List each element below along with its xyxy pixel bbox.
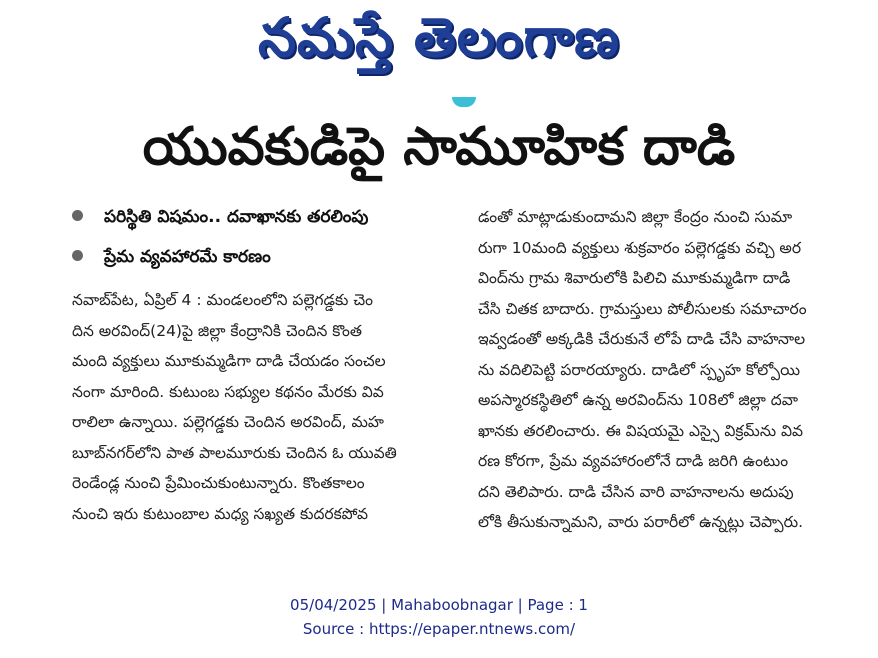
edition-info: 05/04/2025 | Mahaboobnagar | Page : 1 xyxy=(290,596,588,614)
text-line: దిన అరవింద్(24)పై జిల్లా కేంద్రానికి చెందిన కొంత xyxy=(72,321,362,340)
text-line: నవాబ్‌పేట, ఏప్రిల్ 4 : మండలంలోని పల్లెగడ్డకు చెం xyxy=(72,291,373,309)
bullet-dot-icon xyxy=(72,210,83,221)
text-line: అపస్మారకస్థితిలో ఉన్న అరవింద్‌ను 108లో జిల్లా దవా xyxy=(478,391,798,409)
newspaper-masthead: నమస్తే తెలంగాణ xyxy=(258,6,620,69)
text-line: వింద్‌ను గ్రామ శివారులోకి పిలిచి మూకుమ్మడిగా దాడి xyxy=(478,269,791,287)
text-line: రాలిలా ఉన్నాయి. పల్లెగడ్డకు చెందిన అరవింద్, మహ xyxy=(72,413,384,431)
bullet-dot-icon xyxy=(72,250,83,261)
decorative-accent xyxy=(452,97,476,107)
text-line: లోకి తీసుకున్నామని, వారు పరారీలో ఉన్నట్లు చెప్పారు. xyxy=(478,513,804,531)
bullet-text: ప్రేమ వ్యవహారమే కారణం xyxy=(104,247,271,267)
article-bullets xyxy=(70,200,470,280)
text-line: చేసి చితక బాదారు. గ్రామస్తులు పోలీసులకు సమాచారం xyxy=(478,299,807,318)
text-line: రెండేండ్ల నుంచి ప్రేమించుకుంటున్నారు. కొంతకాలం xyxy=(72,474,365,492)
bullet-point xyxy=(70,200,470,240)
text-line: రుగా 10మంది వ్యక్తులు శుక్రవారం పల్లెగడ్డకు వచ్చి అర xyxy=(478,238,802,257)
text-line: ఖానకు తరలించారు. ఈ విషయమై ఎస్సై విక్రమ్‌ను వివ xyxy=(478,421,804,440)
bullet-point xyxy=(70,240,470,280)
text-line: నంగా మారింది. కుటుంబ సభ్యుల కథనం మేరకు వివ xyxy=(72,382,384,401)
source-link[interactable]: Source : https://epaper.ntnews.com/ xyxy=(302,620,576,638)
text-line: బూబ్‌నగర్‌లోని పాత పాలమూరుకు చెందిన ఓ యువతి xyxy=(72,443,397,462)
article-column-left xyxy=(72,285,470,529)
text-line: రణ కోరగా, ప్రేమ వ్యవహారంలోనే దాడి జరిగి ఉంటుం xyxy=(478,452,789,470)
article-column-right xyxy=(478,202,870,538)
text-line: మంది వ్యక్తులు మూకుమ్మడిగా దాడి చేయడం సంచల xyxy=(72,352,386,370)
text-line: ఇవ్వడంతో అక్కడికి చేరుకునే లోపే దాడి చేసి వాహనాల xyxy=(478,330,806,348)
text-line: డంతో మాట్లాడుకుందామని జిల్లా కేంద్రం నుంచి సుమా xyxy=(478,208,793,226)
bullet-text: పరిస్థితి విషమం.. దవాఖానకు తరలింపు xyxy=(104,207,369,227)
article-headline: యువకుడిపై సామూహిక దాడి xyxy=(142,117,736,177)
text-line: నుంచి ఇరు కుటుంబాల మధ్య సఖ్యత కుదరకపోవ xyxy=(72,504,368,523)
text-line: ను వదిలిపెట్టి పరారయ్యారు. దాడిలో స్పృహ కోల్పోయి xyxy=(478,360,801,379)
text-line: దని తెలిపారు. దాడి చేసిన వారి వాహనాలను అదుపు xyxy=(478,482,794,501)
